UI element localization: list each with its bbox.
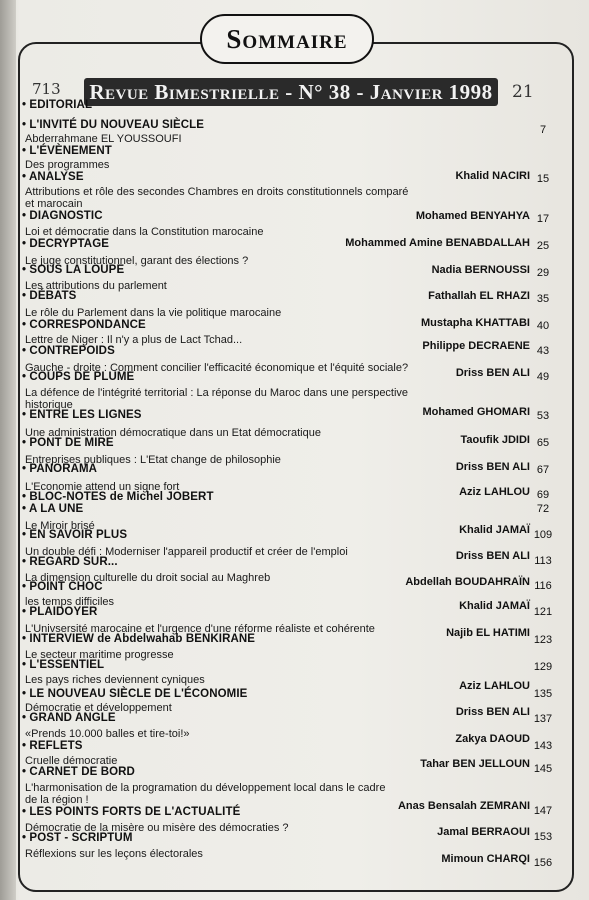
toc-page-number: 15	[536, 173, 550, 185]
toc-article-title: Cruelle démocratie	[25, 755, 118, 767]
toc-page-number: 153	[533, 831, 553, 843]
toc-author: Najib EL HATIMI	[446, 627, 530, 639]
toc-page-number: 40	[536, 320, 550, 332]
toc-article-title: Les pays riches deviennent cyniques	[25, 674, 205, 686]
toc-article-title: Le Miroir brisé	[25, 520, 95, 532]
toc-article-title: Le juge constitutionnel, garant des élections ?	[25, 255, 249, 267]
toc-section-title: • SOUS LA LOUPE	[22, 264, 125, 276]
toc-section-title: • BLOC-NOTES de Michel JOBERT	[22, 491, 214, 503]
toc-article-title: Des programmes	[25, 159, 110, 171]
toc-section-title: • GRAND ANGLE	[22, 712, 116, 724]
toc-article-title: Lettre de Niger : Il n'y a plus de Lact Tchad...	[25, 334, 243, 346]
toc-section-title: • CARNET DE BORD	[22, 766, 135, 778]
toc-article-title: les temps difficiles	[25, 596, 115, 608]
handwritten-note-left: 713	[32, 80, 61, 98]
toc-section-title: • ENTRE LES LIGNES	[22, 409, 142, 421]
toc-author: Abdellah BOUDAHRAÏN	[405, 576, 530, 588]
toc-author: Philippe DECRAENE	[422, 340, 530, 352]
toc-page-number: 35	[536, 293, 550, 305]
toc-article-title: Abderrahmane EL YOUSSOUFI	[25, 133, 182, 145]
toc-page-number: 65	[536, 437, 550, 449]
toc-author: Fathallah EL RHAZI	[428, 290, 530, 302]
toc-article-title-continued: historique	[25, 399, 73, 411]
toc-article-title: Gauche - droite : Comment concilier l'efficacité économique et l'équité sociale?	[25, 362, 409, 374]
toc-article-title-continued: de la région !	[25, 794, 89, 806]
toc-page-number: 67	[536, 464, 550, 476]
toc-article-title: L'Economie attend un signe fort	[25, 481, 180, 493]
toc-page-number: 123	[533, 634, 553, 646]
toc-article-title: Démocratie de la misère ou misère des démocraties ?	[25, 822, 289, 834]
toc-author: Tahar BEN JELLOUN	[420, 758, 530, 770]
toc-page-number: 147	[533, 805, 553, 817]
toc-author: Driss BEN ALI	[455, 367, 530, 379]
toc-article-title: La dimension culturelle du droit social au Maghreb	[25, 572, 271, 584]
toc-section-title: • CORRESPONDANCE	[22, 319, 146, 331]
toc-article-title: L'Univsersité marocaine et l'urgence d'une réforme réaliste et cohérente	[25, 623, 375, 635]
toc-article-title: La défence de l'intégrité territorial : La réponse du Maroc dans une perspective	[25, 387, 409, 399]
toc-section-title: • POINT CHOC	[22, 581, 103, 593]
toc-article-title: Le rôle du Parlement dans la vie politique marocaine	[25, 307, 282, 319]
toc-section-title: • REGARD SUR...	[22, 556, 118, 568]
toc-author: Driss BEN ALI	[455, 461, 530, 473]
toc-author: Zakya DAOUD	[455, 733, 530, 745]
toc-section-title: • L'ÉVÈNEMENT	[22, 145, 112, 157]
toc-section-title: • EDITORIAL	[22, 99, 93, 111]
toc-article-title: Les attributions du parlement	[25, 280, 167, 292]
toc-section-title: • DIAGNOSTIC	[22, 210, 103, 222]
toc-page-number: 49	[536, 371, 550, 383]
toc-page-number: 116	[534, 580, 552, 592]
toc-section-title: • LE NOUVEAU SIÈCLE DE L'ÉCONOMIE	[22, 688, 248, 700]
toc-article-title: Réflexions sur les leçons électorales	[25, 848, 203, 860]
toc-author: Mustapha KHATTABI	[421, 317, 530, 329]
toc-article-title: L'harmonisation de la programation du développement local dans le cadre	[25, 782, 386, 794]
toc-author: Aziz LAHLOU	[459, 486, 530, 498]
toc-section-title: • PANORAMA	[22, 463, 98, 475]
toc-section-title: • EN SAVOIR PLUS	[22, 529, 128, 541]
toc-article-title: Démocratie et développement	[25, 702, 172, 714]
toc-author: Taoufik JDIDI	[460, 434, 530, 446]
toc-article-title: «Prends 10.000 balles et tire-toi!»	[25, 728, 190, 740]
toc-author: Khalid NACIRI	[455, 170, 530, 182]
toc-page-number: 145	[533, 763, 553, 775]
toc-article-title-continued: et marocain	[25, 198, 83, 210]
toc-page-number: 109	[533, 529, 553, 541]
toc-page-number: 121	[533, 606, 553, 618]
toc-page-number: 17	[536, 213, 550, 225]
toc-author: Driss BEN ALI	[455, 706, 530, 718]
toc-page-number: 143	[533, 740, 553, 752]
toc-section-title: • A LA UNE	[22, 503, 84, 515]
toc-author: Aziz LAHLOU	[459, 680, 530, 692]
toc-article-title: Une administration démocratique dans un Etat démocratique	[25, 427, 321, 439]
toc-section-title: • ANALYSE	[22, 171, 84, 183]
toc-section-title: • PONT DE MIRE	[22, 437, 114, 449]
toc-author: Mohamed GHOMARI	[422, 406, 530, 418]
toc-page-number: 113	[534, 555, 552, 567]
toc-page-number: 156	[533, 857, 553, 869]
toc-page-number: 135	[533, 688, 553, 700]
toc-author: Nadia BERNOUSSI	[431, 264, 530, 276]
issue-banner: Revue Bimestrielle - N° 38 - Janvier 1998	[84, 78, 498, 106]
toc-author: Driss BEN ALI	[455, 550, 530, 562]
toc-article-title: Le secteur maritime progresse	[25, 649, 174, 661]
toc-page-number: 53	[536, 410, 550, 422]
toc-author: Jamal BERRAOUI	[437, 826, 530, 838]
toc-section-title: • REFLETS	[22, 740, 83, 752]
toc-section-title: • CONTREPOIDS	[22, 345, 115, 357]
toc-section-title: • L'ESSENTIEL	[22, 659, 105, 671]
toc-author: Mohammed Amine BENABDALLAH	[345, 237, 530, 249]
toc-page-number: 43	[536, 345, 550, 357]
toc-article-title: Un double défi : Moderniser l'appareil productif et créer de l'emploi	[25, 546, 348, 558]
toc-section-title: • INTERVIEW de Abdelwahab BENKIRANE	[22, 633, 256, 645]
toc-article-title: Entreprises publiques : L'Etat change de philosophie	[25, 454, 281, 466]
toc-section-title: • PLAIDOYER	[22, 606, 98, 618]
toc-author: Khalid JAMAÏ	[459, 600, 530, 612]
toc-article-title: Loi et démocratie dans la Constitution marocaine	[25, 226, 264, 238]
handwritten-note-right: 21	[512, 82, 534, 102]
toc-author: Mimoun CHARQI	[441, 853, 530, 865]
toc-page-number: 25	[536, 240, 550, 252]
toc-section-title: • L'INVITÉ DU NOUVEAU SIÈCLE	[22, 119, 205, 131]
toc-section-title: • LES POINTS FORTS DE L'ACTUALITÉ	[22, 806, 241, 818]
toc-page-number: 72	[536, 503, 550, 515]
toc-page-number: 7	[539, 124, 547, 136]
toc-author: Anas Bensalah ZEMRANI	[397, 800, 530, 812]
toc-author: Mohamed BENYAHYA	[415, 210, 530, 222]
toc-page-number: 137	[533, 713, 553, 725]
toc-page-number: 129	[533, 661, 553, 673]
toc-section-title: • COUPS DE PLUME	[22, 371, 135, 383]
toc-section-title: • POST - SCRIPTUM	[22, 832, 133, 844]
toc-page-number: 29	[536, 267, 550, 279]
toc-page-number: 69	[536, 489, 550, 501]
page-title: Sommaire	[226, 23, 348, 54]
toc-author: Khalid JAMAÏ	[459, 524, 530, 536]
toc-section-title: • DECRYPTAGE	[22, 238, 110, 250]
toc-article-title: Attributions et rôle des secondes Chambres en droits constitutionnels comparé	[25, 186, 409, 198]
toc-section-title: • DÉBATS	[22, 290, 77, 302]
